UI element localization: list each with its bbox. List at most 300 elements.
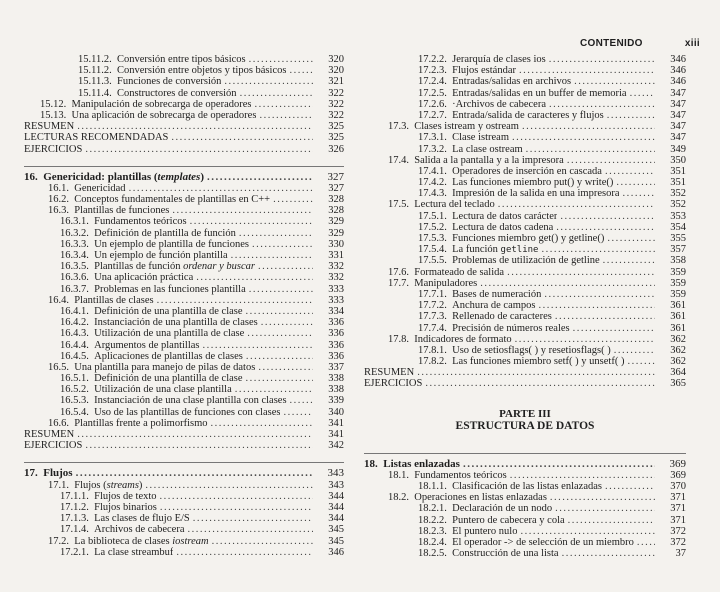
entry-number: 15.11.4. <box>78 87 117 99</box>
dot-leader <box>157 295 313 306</box>
entry-number: 18.2.5. <box>418 548 453 560</box>
entry-page-number: 338 <box>328 373 344 385</box>
entry-page-number: 357 <box>670 244 686 256</box>
entry-title-italic: iostream <box>172 535 209 547</box>
entry-number: 17.7.4. <box>418 322 453 334</box>
entry-number: 18.1. <box>388 469 415 481</box>
toc-entry <box>24 362 344 373</box>
toc-entry <box>24 54 344 65</box>
entry-title: EJERCICIOS <box>364 378 423 390</box>
entry-title-italic: ordenar y buscar <box>183 261 256 273</box>
toc-entry <box>364 367 686 378</box>
dot-leader <box>522 121 655 132</box>
entry-page-number: 364 <box>670 367 686 379</box>
entry-title: EJERCICIOS <box>24 143 83 155</box>
entry-title: EJERCICIOS <box>24 440 83 452</box>
entry-page-number: 341 <box>328 417 344 429</box>
entry-page-number: 362 <box>670 356 686 368</box>
entry-title: El puntero nulo <box>452 525 518 537</box>
entry-number: 16.4.4. <box>60 339 95 351</box>
entry-number: 17.7. <box>388 277 415 289</box>
entry-number: 16.2. <box>48 194 75 206</box>
toc-entry <box>364 132 686 143</box>
dot-leader <box>480 278 655 289</box>
entry-page-number: 349 <box>670 143 686 155</box>
entry-page-number: 347 <box>670 121 686 133</box>
dot-leader <box>259 110 313 121</box>
entry-page-number: 331 <box>328 250 344 261</box>
entry-title: Argumentos de plantillas <box>94 339 200 351</box>
entry-page-number: 334 <box>328 305 344 317</box>
entry-page-number: 347 <box>670 109 686 121</box>
toc-entry <box>24 284 344 295</box>
entry-number: 17.2. <box>48 535 75 547</box>
entry-number: 17.3.2. <box>418 143 453 155</box>
entry-page-number: 371 <box>670 514 686 526</box>
dot-leader <box>212 536 313 547</box>
toc-entry <box>364 470 686 481</box>
toc-chapter <box>24 172 344 183</box>
entry-page-number: 320 <box>328 65 344 77</box>
dot-leader <box>246 351 313 362</box>
toc-entry <box>364 177 686 188</box>
toc-entry <box>364 188 686 199</box>
entry-title: Plantillas de clases <box>74 294 154 306</box>
dot-leader <box>605 166 655 177</box>
entry-title-code: getline <box>500 245 539 256</box>
toc-entry <box>364 99 686 110</box>
dot-leader <box>193 513 313 524</box>
entry-page-number: 370 <box>670 481 686 492</box>
entry-number: 16.4.3. <box>60 328 95 340</box>
entry-title: La clase ostream <box>452 143 523 155</box>
entry-number: 16.5.2. <box>60 384 95 396</box>
entry-number: 17.5. <box>388 199 415 211</box>
toc-entry <box>24 502 344 513</box>
entry-number: 16.3.1. <box>60 216 95 228</box>
entry-page-number: 344 <box>328 501 344 513</box>
dot-leader <box>555 311 655 322</box>
dot-leader <box>627 356 655 367</box>
toc-entry <box>24 418 344 429</box>
entry-title: Instanciación de una clase plantilla con clases <box>94 395 287 407</box>
header-page-number: xiii <box>684 38 700 49</box>
entry-title-part: La biblioteca de clases <box>74 535 173 547</box>
dot-leader <box>567 155 655 166</box>
entry-title: Clases istream y ostream <box>414 121 519 133</box>
entry-number: 15.11.2. <box>78 54 117 65</box>
entry-title: Rellenado de caracteres <box>452 311 552 323</box>
dot-leader <box>273 194 313 205</box>
entry-title: Indicadores de formato <box>414 333 512 345</box>
dot-leader <box>247 328 313 339</box>
entry-title: Definición de una plantilla de clase <box>94 373 243 385</box>
dot-leader <box>605 481 655 492</box>
dot-leader <box>172 205 313 216</box>
dot-leader <box>224 76 313 87</box>
entry-page-number: 362 <box>670 333 686 345</box>
dot-leader <box>519 65 655 76</box>
dot-leader <box>207 172 313 183</box>
toc-entry <box>24 110 344 121</box>
entry-page-number: 371 <box>670 492 686 504</box>
entry-page-number: 359 <box>670 288 686 300</box>
entry-title: Anchura de campos <box>452 300 536 312</box>
entry-title: Construcción de una lista <box>452 548 559 560</box>
entry-title: Lectura del teclado <box>414 199 495 211</box>
entry-title: Operadores de inserción en cascada <box>452 165 602 177</box>
toc-entry <box>364 144 686 155</box>
entry-page-number: 325 <box>328 132 344 144</box>
section-divider <box>364 453 686 454</box>
dot-leader <box>616 177 655 188</box>
entry-number: 16.3.3. <box>60 238 95 250</box>
dot-leader <box>240 88 313 99</box>
entry-title: Manipulación de sobrecarga de operadores <box>71 98 252 110</box>
dot-leader <box>555 503 655 514</box>
entry-number: 16.3.7. <box>60 283 95 295</box>
entry-number: 16.1. <box>48 182 75 194</box>
entry-title: Lectura de datos carácter <box>452 210 558 222</box>
section-divider <box>24 462 344 463</box>
entry-title: Jerarquía de clases ios <box>452 54 546 65</box>
dot-leader <box>526 144 655 155</box>
toc-entry <box>24 250 344 261</box>
toc-entry <box>364 356 686 367</box>
entry-page-number: 328 <box>328 205 344 217</box>
entry-title: Funciones de conversión <box>117 76 222 88</box>
entry-page-number: 372 <box>670 536 686 548</box>
dot-leader <box>258 362 313 373</box>
entry-page-number: 346 <box>670 76 686 88</box>
toc-entry <box>364 503 686 514</box>
part-label: PARTE III <box>499 407 551 420</box>
toc-entry <box>364 244 686 255</box>
toc-entry <box>364 121 686 132</box>
dot-leader <box>607 233 655 244</box>
entry-title-part: ) <box>200 171 204 183</box>
entry-page-number: 361 <box>670 322 686 334</box>
dot-leader <box>560 211 655 222</box>
entry-number: 16.5.1. <box>60 373 95 385</box>
entry-title: Bases de numeración <box>452 288 542 300</box>
entry-number: 17. <box>24 467 44 480</box>
entry-number: 17.2.6. <box>418 98 453 110</box>
entry-title: Uso de las plantillas de funciones con clases <box>94 406 281 418</box>
toc-entry <box>364 155 686 166</box>
dot-leader <box>603 255 655 266</box>
entry-number: 15.11.3. <box>78 76 117 88</box>
entry-page-number: 336 <box>328 339 344 351</box>
dot-leader <box>637 537 655 548</box>
entry-title: Lectura de datos cadena <box>452 221 554 233</box>
dot-leader <box>515 334 655 345</box>
entry-page-number: 346 <box>670 65 686 77</box>
entry-page-number: 347 <box>670 98 686 110</box>
entry-number: 17.7.2. <box>418 300 453 312</box>
entry-title: Plantillas de funciones <box>74 205 170 217</box>
toc-entry <box>364 334 686 345</box>
entry-title-part: La función <box>452 244 501 256</box>
entry-page-number: 372 <box>670 525 686 537</box>
dot-leader <box>77 121 313 132</box>
dot-leader <box>541 244 655 255</box>
toc-entry <box>24 351 344 362</box>
entry-title-part: Listas enlazadas <box>383 458 460 470</box>
entry-title: Constructores de conversión <box>117 87 237 99</box>
entry-page-number: 339 <box>328 395 344 407</box>
toc-entry <box>24 205 344 216</box>
dot-leader <box>203 340 314 351</box>
entry-number: 16.4.2. <box>60 317 95 329</box>
entry-number: 17.5.4. <box>418 244 453 256</box>
entry-page-number: 336 <box>328 350 344 362</box>
entry-title: Operaciones en listas enlazadas <box>414 492 547 504</box>
dot-leader <box>176 547 313 558</box>
dot-leader <box>614 345 655 356</box>
toc-entry <box>24 132 344 143</box>
entry-page-number: 345 <box>328 524 344 536</box>
dot-leader <box>129 183 313 194</box>
entry-number: 17.5.2. <box>418 221 453 233</box>
dot-leader <box>289 65 313 76</box>
dot-leader <box>190 216 313 227</box>
toc-entry <box>364 76 686 87</box>
toc-entry <box>24 228 344 239</box>
spacer <box>364 390 686 408</box>
toc-entry <box>364 65 686 76</box>
entry-number: 17.5.3. <box>418 233 453 244</box>
dot-leader <box>607 110 655 121</box>
entry-number: 17.4.3. <box>418 188 453 200</box>
entry-number: 15.13. <box>40 109 72 121</box>
entry-title: Definición de plantilla de función <box>94 227 236 239</box>
toc-entry <box>364 199 686 210</box>
entry-title-italic: templates <box>157 171 201 183</box>
toc-right-column <box>364 54 686 559</box>
entry-page-number: 322 <box>328 87 344 99</box>
dot-leader <box>254 99 313 110</box>
entry-page-number: 346 <box>670 54 686 65</box>
entry-number: 17.4.1. <box>418 165 453 177</box>
entry-title: Un ejemplo de función plantilla <box>94 250 228 261</box>
entry-title <box>383 459 460 470</box>
entry-number: 16.4.5. <box>60 350 95 362</box>
entry-number: 17.5.5. <box>418 255 453 267</box>
entry-number: 17.2.2. <box>418 54 453 65</box>
entry-number: 17.1. <box>48 479 75 491</box>
toc-entry <box>24 384 344 395</box>
entry-title: RESUMEN <box>364 367 415 379</box>
entry-number: 18.2.3. <box>418 525 453 537</box>
entry-title: Un ejemplo de plantilla de funciones <box>94 238 249 250</box>
entry-number: 16.3.6. <box>60 272 95 284</box>
entry-title: Flujos de texto <box>94 490 157 502</box>
entry-title: Flujos binarios <box>94 501 157 513</box>
entry-title: Archivos de cabecera <box>94 524 185 536</box>
entry-title <box>43 172 204 183</box>
entry-title: Flujos estándar <box>452 65 516 77</box>
entry-page-number: 344 <box>328 513 344 525</box>
entry-page-number: 326 <box>328 143 344 155</box>
entry-number: 17.2.5. <box>418 87 453 99</box>
toc-entry <box>364 211 686 222</box>
entry-title: Utilización de una plantilla de clase <box>94 328 245 340</box>
entry-page-number: 328 <box>328 194 344 206</box>
entry-number: 17.1.3. <box>60 513 95 525</box>
toc-entry <box>364 54 686 65</box>
entry-page-number: 354 <box>670 221 686 233</box>
entry-page-number: 336 <box>328 317 344 329</box>
dot-leader <box>283 407 313 418</box>
entry-title: Plantillas frente a polimorfismo <box>74 417 208 429</box>
entry-title: Manipuladores <box>414 277 478 289</box>
entry-title: Una aplicación de sobrecarga de operadores <box>71 109 257 121</box>
spacer <box>24 451 344 457</box>
entry-number: 17.3.1. <box>418 132 453 144</box>
entry-page-number: 338 <box>328 384 344 396</box>
dot-leader <box>510 470 655 481</box>
toc-entry <box>364 481 686 492</box>
entry-title: Declaración de un nodo <box>452 503 553 515</box>
toc-entry <box>364 548 686 559</box>
entry-title: Genericidad <box>74 182 126 194</box>
entry-title: Conceptos fundamentales de plantillas en C++ <box>74 194 271 206</box>
dot-leader <box>573 323 655 334</box>
dot-leader <box>550 492 655 503</box>
entry-title: Aplicaciones de plantillas de clases <box>94 350 243 362</box>
entry-title: Formateado de salida <box>414 266 505 278</box>
toc-entry <box>364 278 686 289</box>
entry-title: Problemas en las funciones plantilla <box>94 283 246 295</box>
dot-leader <box>85 144 313 155</box>
toc-entry <box>364 345 686 356</box>
entry-title: Entrada/salida de caracteres y flujos <box>452 109 604 121</box>
toc-entry <box>24 272 344 283</box>
entry-number: 18.2.4. <box>418 536 453 548</box>
toc-chapter <box>24 468 344 479</box>
toc-entry <box>24 407 344 418</box>
toc-entry <box>24 76 344 87</box>
entry-number: 17.1.2. <box>60 501 95 513</box>
entry-title: Salida a la pantalla y a la impresora <box>414 154 564 166</box>
entry-page-number: 343 <box>328 479 344 491</box>
dot-leader <box>211 418 313 429</box>
dot-leader <box>544 289 655 300</box>
entry-number: 16.3.5. <box>60 261 95 273</box>
dot-leader <box>258 261 313 272</box>
toc-entry <box>364 311 686 322</box>
entry-number: 17.7.1. <box>418 288 453 300</box>
dot-leader <box>568 515 655 526</box>
toc-entry <box>364 515 686 526</box>
entry-page-number: 321 <box>328 76 344 88</box>
dot-leader <box>160 491 313 502</box>
dot-leader <box>549 54 655 65</box>
entry-number: 17.2.7. <box>418 109 453 121</box>
dot-leader <box>171 132 313 143</box>
entry-number: 17.8.2. <box>418 356 453 368</box>
toc-entry <box>24 429 344 440</box>
entry-page-number: 352 <box>670 199 686 211</box>
entry-title: Una aplicación práctica <box>94 272 194 284</box>
toc-entry <box>24 340 344 351</box>
toc-entry <box>364 492 686 503</box>
entry-page-number: 346 <box>328 546 344 558</box>
toc-entry <box>24 121 344 132</box>
entry-page-number: 345 <box>328 535 344 547</box>
toc-entry <box>364 110 686 121</box>
dot-leader <box>539 300 655 311</box>
toc-entry <box>24 194 344 205</box>
toc-entry <box>364 537 686 548</box>
toc-entry <box>24 513 344 524</box>
entry-page-number: 359 <box>670 266 686 278</box>
entry-number: 16.4. <box>48 294 75 306</box>
toc-entry <box>364 166 686 177</box>
entry-title: Fundamentos teóricos <box>94 216 187 228</box>
entry-title: RESUMEN <box>24 121 75 133</box>
entry-page-number: 369 <box>669 457 686 470</box>
toc-entry <box>24 480 344 491</box>
dot-leader <box>630 88 655 99</box>
toc-entry <box>364 378 686 389</box>
header-label: CONTENIDO <box>580 38 643 49</box>
entry-title: Entradas/salidas en archivos <box>452 76 572 88</box>
entry-number: 18.2. <box>388 492 415 504</box>
entry-page-number: 359 <box>670 277 686 289</box>
dot-leader <box>76 468 313 479</box>
entry-number: 17.8.1. <box>418 344 453 356</box>
toc-entry <box>364 289 686 300</box>
toc-entry <box>364 323 686 334</box>
dot-leader <box>549 99 655 110</box>
entry-number: 15.12. <box>40 98 72 110</box>
dot-leader <box>507 267 655 278</box>
entry-page-number: 371 <box>670 503 686 515</box>
entry-title: Uso de setiosflags( ) y resetiosflags( ) <box>452 344 611 356</box>
entry-page-number: 322 <box>328 98 344 110</box>
entry-title: La clase streambuf <box>94 546 174 558</box>
entry-page-number: 362 <box>670 344 686 356</box>
entry-page-number: 351 <box>670 177 686 189</box>
entry-page-number: 365 <box>670 378 686 390</box>
dot-leader <box>520 526 655 537</box>
entry-page-number: 329 <box>328 227 344 239</box>
entry-number: 16.3.4. <box>60 250 95 261</box>
entry-title: El operador -> de selección de un miembro <box>452 536 634 548</box>
entry-number: 16. <box>24 170 44 183</box>
entry-page-number: 342 <box>328 440 344 452</box>
entry-number: 17.6. <box>388 266 415 278</box>
entry-page-number: 347 <box>670 132 686 144</box>
entry-page-number: 355 <box>670 233 686 244</box>
dot-leader <box>425 378 655 389</box>
entry-title: RESUMEN <box>24 429 75 440</box>
entry-number: 17.2.1. <box>60 546 95 558</box>
entry-page-number: 332 <box>328 272 344 284</box>
entry-title: Las clases de flujo E/S <box>94 513 190 525</box>
entry-number: 18.2.2. <box>418 514 453 526</box>
toc-entry <box>24 65 344 76</box>
entry-number: 17.1.1. <box>60 490 95 502</box>
toc-entry <box>24 306 344 317</box>
entry-page-number: 343 <box>327 467 344 480</box>
entry-number: 16.3. <box>48 205 75 217</box>
dot-leader <box>463 459 655 470</box>
entry-page-number: 361 <box>670 311 686 323</box>
entry-page-number: 332 <box>328 261 344 273</box>
